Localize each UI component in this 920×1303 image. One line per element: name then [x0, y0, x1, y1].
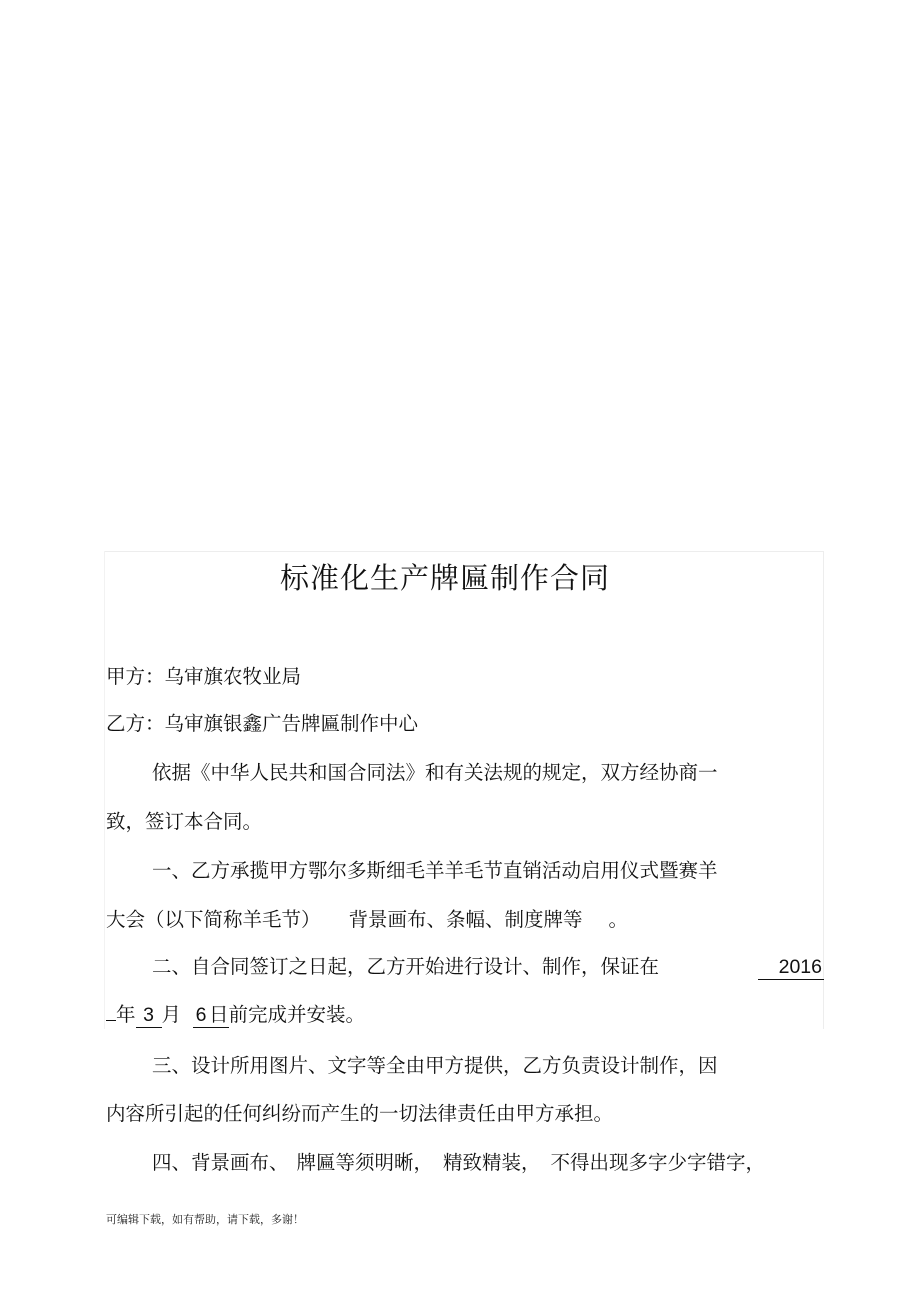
- clause-4-part-a: 四、背景画布、: [152, 1151, 289, 1174]
- month-unit: 月: [161, 1003, 182, 1026]
- clause-2-month: 3: [136, 1003, 162, 1028]
- clause-3-line-2: 内容所引起的任何纠纷而产生的一切法律责任由甲方承担。: [106, 1102, 614, 1125]
- footer-note: 可编辑下载，如有帮助，请下载，多谢！: [106, 1213, 304, 1226]
- day-unit: 日: [209, 1003, 229, 1026]
- clause-2-line-2: [106, 1001, 365, 1029]
- clause-1-line-2: [106, 906, 628, 934]
- clause-1-period: 。: [608, 908, 629, 931]
- year-underline-tail: [106, 1020, 116, 1021]
- document-title: 标准化生产牌匾制作合同: [279, 561, 610, 595]
- intro-line-2: 致，签订本合同。: [106, 810, 263, 833]
- party-b: 乙方：乌审旗银鑫广告牌匾制作中心: [106, 712, 419, 735]
- clause-1-line-1: 一、乙方承揽甲方鄂尔多斯细毛羊羊毛节直销活动启用仪式暨赛羊: [152, 859, 718, 882]
- party-a: 甲方：乌审旗农牧业局: [106, 665, 302, 688]
- clause-4-part-c: 精致精装，: [443, 1151, 541, 1174]
- clause-2-tail: 前完成并安装。: [228, 1003, 366, 1026]
- clause-1-subject: 大会（以下简称羊毛节）: [106, 908, 321, 931]
- year-unit: 年: [116, 1003, 136, 1026]
- intro-line-1: 依据《中华人民共和国合同法》和有关法规的规定，双方经协商一: [152, 761, 718, 784]
- clause-4-part-d: 不得出现多字少字错字，: [550, 1151, 766, 1174]
- clause-1-items: 背景画布、条幅、制度牌等: [348, 908, 583, 931]
- clause-2-year: 2016: [758, 955, 824, 980]
- clause-2-day: 6: [193, 1003, 209, 1028]
- clause-4-part-b: 牌匾等须明晰，: [296, 1151, 434, 1174]
- clause-3-line-1: 三、设计所用图片、文字等全由甲方提供，乙方负责设计制作，因: [152, 1054, 718, 1077]
- clause-2-year-blank: [758, 953, 824, 981]
- frame-left-border: [104, 551, 105, 1029]
- clause-4-line-1: [152, 1149, 765, 1177]
- frame-top-border: [104, 551, 824, 552]
- clause-2-line-1: 二、自合同签订之日起，乙方开始进行设计、制作，保证在: [152, 955, 660, 978]
